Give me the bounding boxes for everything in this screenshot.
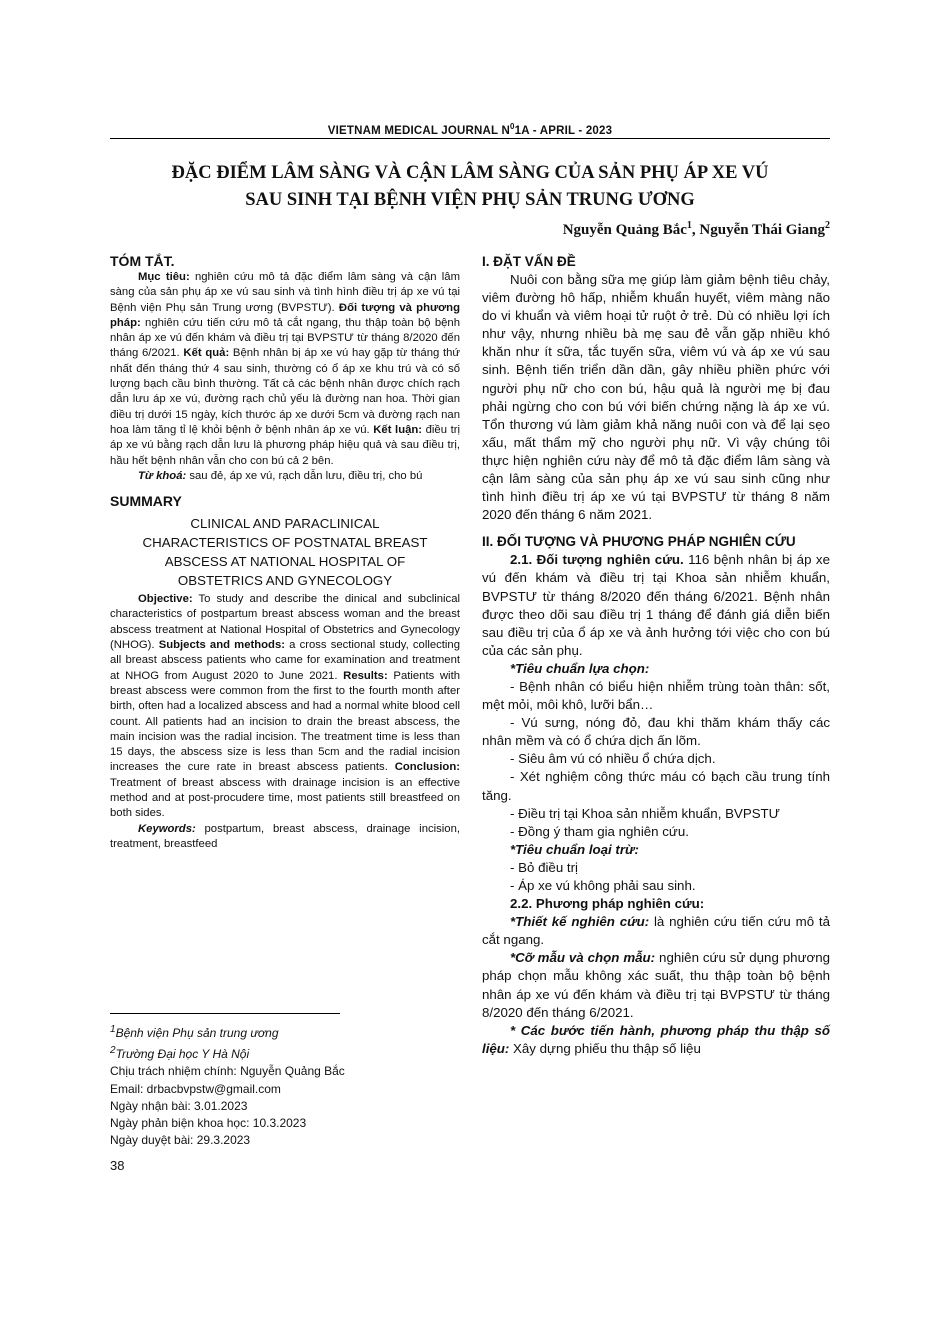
inclusion-criteria-label: *Tiêu chuẩn lựa chọn: — [510, 660, 650, 676]
summary-heading: SUMMARY — [110, 493, 182, 510]
objective-en: To study and describe the dinical and subclinical characteristics of postpartum breast abscess woman and the breast abscess treatment at National Hospital of Obstetrics and Gynecology (NHOG). — [110, 593, 460, 652]
data-collection-text: Xây dựng phiếu thu thập số liệu — [509, 1040, 701, 1056]
title-line-1: ĐẶC ĐIỂM LÂM SÀNG VÀ CẬN LÂM SÀNG CỦA SẢN PHỤ ÁP XE VÚ — [171, 163, 769, 183]
methods-en: a cross sectional study, collecting all breast abscess patients who came for examination and treatment at NHOG from August 2020 to June 2021. — [110, 639, 460, 682]
footnote-responsible: Chịu trách nhiệm chính: Nguyễn Quảng Bắc — [110, 1064, 345, 1079]
section-1-heading: I. ĐẶT VẤN ĐỀ — [482, 254, 576, 269]
keywords-en-text: postpartum, breast abscess, drainage incision, treatment, breastfeed — [110, 822, 460, 850]
inclusion-item-3: - Siêu âm vú có nhiều ổ chứa dịch. — [510, 751, 716, 767]
summary-title-line-1: CLINICAL AND PARACLINICAL — [190, 516, 380, 532]
sample-selection — [482, 949, 830, 1021]
objective-vi: nghiên cứu mô tả đặc điểm lâm sàng và cận lâm sàng của sản phụ áp xe vú sau sinh và tình hình điều trị áp xe vú tại Bệnh viện Phụ sản Trung ương (BVPSTƯ). — [110, 271, 460, 314]
inclusion-item-1: - Bệnh nhân có biểu hiện nhiễm trùng toàn thân: sốt, mệt mỏi, môi khô, lưỡi bẩn… — [482, 678, 830, 713]
objective-label-vi: Mục tiêu: — [138, 271, 190, 283]
subsection-2-1 — [482, 551, 830, 660]
results-en: Patients with breast abscess were common from the first to the fourth month after birth, often had a localized abscess and had a normal white blood cell count. All patients had an incision to drain the breast abscess, the main incision was the radial incision. The treatment time is less than 15 days, the abscess size is less than 5cm and the radial incision increases the cure rate in breast abscess patients. — [110, 669, 460, 774]
left-column — [110, 252, 460, 852]
abstract-vi-text — [110, 270, 460, 469]
conclusion-vi: điều trị áp xe vú bằng rạch dẫn lưu là phương pháp hiệu quả và sau điều trị, hầu hết bệnh nhân vẫn cho con bú cả 2 bên. — [110, 423, 460, 467]
conclusion-label-vi: Kết luận: — [373, 423, 423, 436]
issue-sup: 0 — [509, 122, 515, 131]
data-collection-label: * Các bước tiến hành, phương pháp thu thập số liệu: — [482, 1022, 830, 1056]
footnote-1-marker: 1 — [110, 1024, 116, 1035]
summary-text — [110, 592, 460, 821]
journal-header — [110, 122, 830, 137]
objective-label-en: Objective: — [138, 593, 193, 606]
footnote-1-text: Bệnh viện Phụ sản trung ương — [115, 1026, 279, 1040]
inclusion-item-2: - Vú sưng, nóng đỏ, đau khi thăm khám thấy các nhân mềm và có ổ chứa dịch ấn lõm. — [482, 715, 830, 749]
footnote-email: Email: drbacbvpstw@gmail.com — [110, 1081, 281, 1096]
subsection-2-1-text: 116 bệnh nhân bị áp xe vú đến khám và điều trị tại Khoa sản nhiễm khuẩn, BVPSTƯ từ tháng 8/2020 đến tháng 6/2021. Bệnh nhân được theo dõi sau điều trị 1 tháng để đánh giá diễn biến sau điều trị của ổ áp xe và ảnh hưởng tới việc cho con bú của các sản phụ. — [482, 552, 830, 658]
exclusion-item-1: - Bỏ điều trị — [510, 859, 578, 875]
footnote-received: Ngày nhận bài: 3.01.2023 — [110, 1098, 248, 1113]
keywords-label-vi: Từ khoá: — [138, 469, 187, 482]
abstract-heading: TÓM TẮT. — [110, 253, 175, 269]
authors — [563, 220, 830, 239]
methods-label-en: Subjects and methods: — [158, 639, 285, 652]
right-column — [482, 252, 830, 1058]
study-design — [482, 913, 830, 949]
author-2-affiliation: 2 — [825, 220, 830, 231]
keywords-vi — [110, 469, 460, 484]
footnote-affiliation-2 — [110, 1042, 460, 1063]
exclusion-item-2: - Áp xe vú không phải sau sinh. — [510, 878, 696, 893]
journal-name: VIETNAM MEDICAL JOURNAL N — [327, 124, 510, 137]
study-design-text: là nghiên cứu tiến cứu mô tả cắt ngang. — [482, 914, 830, 948]
summary-title-line-3: ABSCESS AT NATIONAL HOSPITAL OF — [164, 554, 406, 570]
study-design-label: *Thiết kế nghiên cứu: — [510, 914, 650, 930]
header-rule — [110, 138, 830, 139]
author-1-affiliation: 1 — [686, 220, 692, 231]
results-label-vi: Kết quả: — [183, 347, 230, 360]
conclusion-en: Treatment of breast abscess with drainage incision is an effective method and at post-procudere time, most patients still breastfeed on both sides. — [110, 776, 460, 820]
author-separator: , — [691, 222, 700, 238]
footnote-affiliation-1 — [110, 1021, 460, 1042]
footnote-2-text: Trường Đại học Y Hà Nội — [115, 1047, 250, 1062]
methods-vi: nghiên cứu tiến cứu mô tả cắt ngang, thu thập toàn bộ bệnh nhân áp xe vú đến khám và điều trị tại BVPSTƯ từ tháng 8/2020 đến tháng 6/2021. — [110, 316, 460, 360]
footnotes — [110, 1021, 460, 1149]
keywords-vi-text: sau đẻ, áp xe vú, rạch dẫn lưu, điều trị, cho bú — [186, 469, 423, 482]
exclusion-criteria-label: *Tiêu chuẩn loại trừ: — [510, 841, 639, 857]
summary-title-line-4: OBSTETRICS AND GYNECOLOGY — [177, 573, 393, 589]
footnote-approved: Ngày duyệt bài: 29.3.2023 — [110, 1133, 251, 1148]
section-2-heading: II. ĐỐI TƯỢNG VÀ PHƯƠNG PHÁP NGHIÊN CỨU — [482, 534, 796, 550]
sample-selection-label: *Cỡ mẫu và chọn mẫu: — [510, 950, 656, 966]
issue-info: 1A - APRIL - 2023 — [514, 124, 613, 137]
inclusion-item-6: - Đồng ý tham gia nghiên cứu. — [510, 823, 689, 839]
page-number: 38 — [110, 1158, 125, 1173]
title-line-2: SAU SINH TẠI BỆNH VIỆN PHỤ SẢN TRUNG ƯƠNG — [245, 190, 695, 210]
sample-selection-text: nghiên cứu sử dụng phương pháp chọn mẫu không xác suất, thu thập toàn bộ bệnh nhân áp xe vú đến khám và điều trị tại BVPSTƯ từ tháng 8/2020 đến tháng 6/2021. — [482, 950, 830, 1020]
article-title — [110, 160, 830, 214]
summary-title-line-2: CHARACTERISTICS OF POSTNATAL BREAST — [142, 535, 428, 551]
inclusion-item-4: - Xét nghiệm công thức máu có bạch cầu trung tính tăng. — [482, 769, 830, 803]
footnote-reviewed: Ngày phản biện khoa học: 10.3.2023 — [110, 1116, 307, 1131]
section-1-paragraph: Nuôi con bằng sữa mẹ giúp làm giảm bệnh tiêu chảy, viêm đường hô hấp, nhiễm khuẩn huyết, viêm màng não do vi khuẩn và viêm hoại tử ruột ở trẻ. Dù có nhiều lợi ích như vậy, nhưng nhiều bà mẹ sau đẻ vẫn gặp nhiều khó khăn như ít sữa, tắc tuyến sữa, viêm vú và áp xe vú sau sinh. Bệnh tiến triển dần dần, gây nhiều phiền phức với người phụ nữ cho con bú, hậu quả là người mẹ bị đau phải ngừng cho con bú với biến chứng nặng là áp xe vú. Tổn thương vú làm giảm khả năng nuôi con và để lại sẹo xấu, mất thẩm mỹ cho người phụ nữ. Vì vậy chúng tôi thực hiện nghiên cứu này để mô tả đặc điểm lâm sàng và cận lâm sàng của sản phụ áp xe vú sau sinh cũng như tình hình điều trị áp xe vú tại BVPSTƯ từ tháng 8 năm 2020 đến tháng 6 năm 2021. — [482, 272, 830, 523]
results-label-en: Results: — [343, 669, 388, 682]
author-1: Nguyễn Quảng Bắc — [562, 222, 687, 238]
subsection-2-2-label: 2.2. Phương pháp nghiên cứu: — [510, 896, 705, 912]
keywords-label-en: Keywords: — [138, 822, 196, 835]
keywords-en — [110, 822, 460, 853]
conclusion-label-en: Conclusion: — [394, 761, 460, 774]
footnote-2-marker: 2 — [110, 1045, 116, 1057]
author-2: Nguyễn Thái Giang — [699, 222, 825, 238]
inclusion-item-5: - Điều trị tại Khoa sản nhiễm khuẩn, BVPSTƯ — [510, 805, 781, 821]
subsection-2-1-label: 2.1. Đối tượng nghiên cứu. — [510, 552, 684, 568]
summary-title — [110, 514, 460, 590]
methods-label-vi: Đối tượng và phương pháp: — [110, 301, 460, 329]
data-collection — [482, 1022, 830, 1058]
results-vi: Bệnh nhân bị áp xe vú hay gặp từ tháng thứ nhất đến tháng thứ 4 sau sinh, thường có ổ áp xe khu trú và có số lượng bạch cầu bình thường. Tất cả các bệnh nhân được chích rạch dẫn lưu áp xe vú, đường rạch chủ yếu là đường nan hoa. Thời gian điều trị dưới 15 ngày, kích thước áp xe dưới 5cm và đường rạch nan hoa làm tăng tỉ lệ khỏi bệnh ở bệnh nhân áp xe vú. — [110, 347, 460, 436]
footnote-rule — [110, 1013, 340, 1014]
